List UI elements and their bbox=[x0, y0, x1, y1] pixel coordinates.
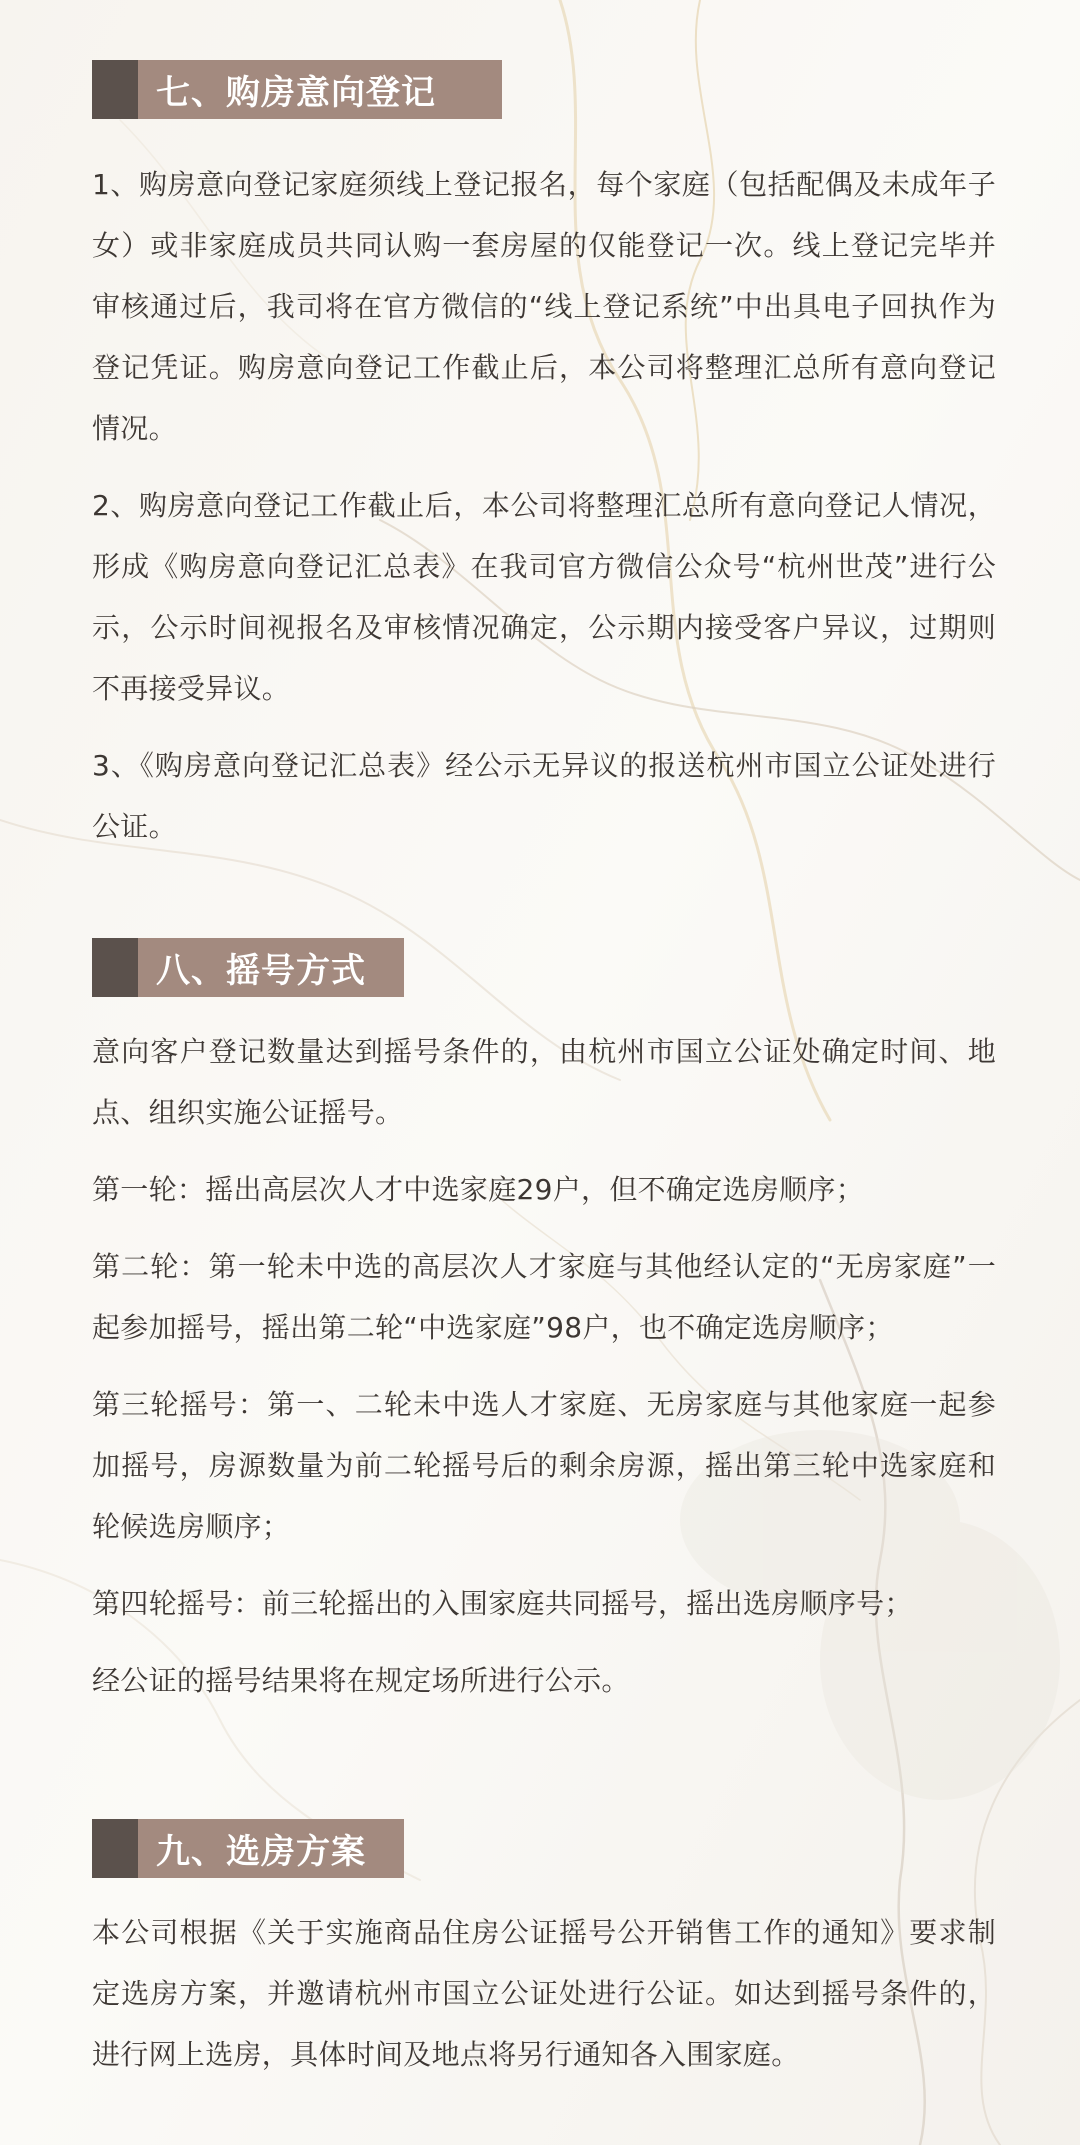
heading-label: 九、选房方案 bbox=[138, 1819, 404, 1878]
paragraph: 第一轮：摇出高层次人才中选家庭29户，但不确定选房顺序； bbox=[92, 1173, 865, 1206]
heading-accent bbox=[92, 1819, 138, 1878]
heading-accent bbox=[92, 60, 138, 119]
section-8 bbox=[92, 938, 996, 1727]
paragraph: 1、购房意向登记家庭须线上登记报名，每个家庭（包括配偶及未成年子女）或非家庭成员共同认购一套房屋的仅能登记一次。线上登记完毕并审核通过后，我司将在官方微信的“线上登记系统”中出具电子回执作为登记凭证。购房意向登记工作截止后，本公司将整理汇总所有意向登记情况。 bbox=[92, 168, 996, 445]
section-7 bbox=[92, 60, 996, 873]
heading-label: 七、购房意向登记 bbox=[138, 60, 502, 119]
paragraph: 本公司根据《关于实施商品住房公证摇号公开销售工作的通知》要求制定选房方案，并邀请杭州市国立公证处进行公证。如达到摇号条件的，进行网上选房，具体时间及地点将另行通知各入围家庭。 bbox=[92, 1916, 996, 2071]
section-heading bbox=[92, 938, 996, 997]
section-heading bbox=[92, 1819, 996, 1878]
heading-label: 八、摇号方式 bbox=[138, 938, 404, 997]
paragraph: 第四轮摇号：前三轮摇出的入围家庭共同摇号，摇出选房顺序号； bbox=[92, 1587, 913, 1620]
paragraph: 经公证的摇号结果将在规定场所进行公示。 bbox=[92, 1664, 630, 1697]
section-heading bbox=[92, 60, 996, 119]
paragraph: 意向客户登记数量达到摇号条件的，由杭州市国立公证处确定时间、地点、组织实施公证摇号。 bbox=[92, 1035, 996, 1129]
paragraph: 第二轮：第一轮未中选的高层次人才家庭与其他经认定的“无房家庭”一起参加摇号，摇出第二轮“中选家庭”98户，也不确定选房顺序； bbox=[92, 1250, 996, 1344]
paragraph: 第三轮摇号：第一、二轮未中选人才家庭、无房家庭与其他家庭一起参加摇号，房源数量为前二轮摇号后的剩余房源，摇出第三轮中选家庭和轮候选房顺序； bbox=[92, 1388, 996, 1543]
section-9 bbox=[92, 1819, 996, 2101]
paragraph: 2、购房意向登记工作截止后，本公司将整理汇总所有意向登记人情况，形成《购房意向登记汇总表》在我司官方微信公众号“杭州世茂”进行公示，公示时间视报名及审核情况确定，公示期内接受客户异议，过期则不再接受异议。 bbox=[92, 489, 996, 705]
heading-accent bbox=[92, 938, 138, 997]
paragraph: 3、《购房意向登记汇总表》经公示无异议的报送杭州市国立公证处进行公证。 bbox=[92, 749, 996, 843]
